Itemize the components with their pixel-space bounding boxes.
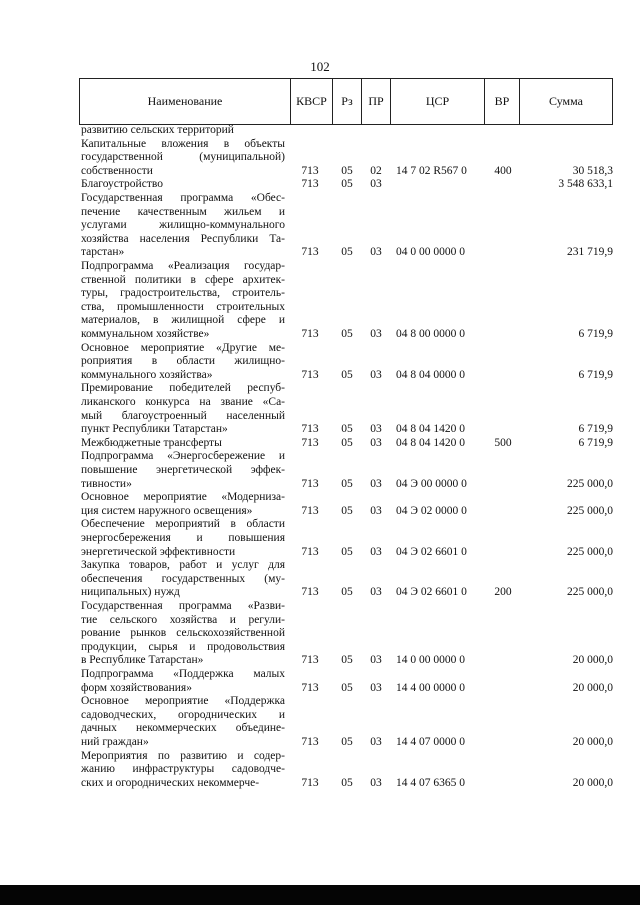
row-name-line: услугами жилищно-коммунального [81, 219, 285, 232]
sum-cell: 20 000,0 [572, 735, 613, 748]
row-name [81, 559, 285, 600]
kvsr-cell: 713 [301, 735, 319, 748]
row-name-line: развитию сельских территорий [81, 124, 234, 136]
kvsr-cell: 713 [301, 776, 319, 789]
rz-cell: 05 [341, 246, 353, 259]
kvsr-cell: 713 [301, 681, 319, 694]
row-name-line: энергосбережения и повышения [81, 531, 285, 544]
kvsr-cell: 713 [301, 178, 319, 191]
row-name-line: ственной политики в сфере архитек- [81, 273, 285, 286]
csr-cell: 04 8 04 0000 0 [396, 368, 465, 381]
sum-cell: 20 000,0 [572, 776, 613, 789]
pr-cell: 03 [370, 504, 382, 517]
row-name [81, 192, 285, 260]
csr-cell: 14 4 07 0000 0 [396, 735, 465, 748]
row-name-line: жанию инфраструктуры садоводче- [81, 763, 285, 776]
kvsr-cell: 713 [301, 328, 319, 340]
row-name-line: тие сельского хозяйства и регули- [81, 613, 285, 626]
csr-cell: 04 0 00 0000 0 [396, 246, 465, 259]
row-name-line: обеспечения государственных (му- [81, 572, 285, 585]
sum-cell: 6 719,9 [578, 328, 613, 340]
row-name-line: продукции, сырья и продовольствия [81, 640, 285, 653]
rz-cell: 05 [341, 654, 353, 667]
rz-cell: 05 [341, 477, 353, 490]
sum-cell: 6 719,9 [578, 423, 613, 436]
table-body [0, 124, 640, 824]
pr-cell: 03 [370, 776, 382, 789]
rz-cell: 05 [341, 776, 353, 789]
sum-cell: 6 719,9 [578, 436, 613, 449]
row-name [81, 668, 285, 695]
row-name-line: Капитальные вложения в объекты [81, 137, 285, 150]
csr-cell: 04 8 04 1420 0 [396, 436, 465, 449]
row-name-line: форм хозяйствования» [81, 681, 192, 694]
column-header-kvsr: КВСР [291, 79, 333, 124]
rz-cell: 05 [341, 681, 353, 694]
row-name-line: Основное мероприятие «Другие ме- [81, 341, 285, 354]
row-name [81, 437, 285, 451]
row-name [81, 518, 285, 559]
row-name-line: рование рынков сельскохозяйственной [81, 627, 285, 640]
row-name-line: Подпрограмма «Энергосбережение и [81, 450, 285, 463]
row-name-line: ских и огороднических некоммерче- [81, 776, 260, 789]
sum-cell: 225 000,0 [567, 477, 613, 490]
row-name-line: Благоустройство [81, 178, 163, 191]
row-name-line: Обеспечение мероприятий в области [81, 518, 285, 531]
pr-cell: 03 [370, 328, 382, 340]
kvsr-cell: 713 [301, 654, 319, 667]
csr-cell: 14 4 00 0000 0 [396, 681, 465, 694]
csr-cell: 14 4 07 6365 0 [396, 776, 465, 789]
rz-cell: 05 [341, 368, 353, 381]
vr-cell: 400 [494, 164, 512, 177]
sum-cell: 225 000,0 [567, 586, 613, 599]
pr-cell: 03 [370, 681, 382, 694]
csr-cell: 04 Э 02 6601 0 [396, 586, 467, 599]
rz-cell: 05 [341, 178, 353, 191]
row-name-line: мый благоустроенный населенный [81, 409, 285, 422]
row-name-line: Основное мероприятие «Поддержка [81, 695, 285, 708]
row-name-line: государственной (муниципальной) [81, 151, 285, 164]
kvsr-cell: 713 [301, 164, 319, 177]
pr-cell: 03 [370, 178, 382, 191]
row-name-line: ция систем наружного освещения» [81, 504, 253, 517]
row-name-line: собственности [81, 164, 153, 177]
csr-cell: 14 7 02 R567 0 [396, 164, 467, 177]
rz-cell: 05 [341, 436, 353, 449]
csr-cell: 04 8 00 0000 0 [396, 328, 465, 340]
pr-cell: 03 [370, 368, 382, 381]
pr-cell: 03 [370, 436, 382, 449]
row-name-line: Закупка товаров, работ и услуг для [81, 559, 285, 572]
row-name-line: ниципальных) нужд [81, 586, 180, 599]
row-name-line: дачных некоммерческих объедине- [81, 722, 285, 735]
sum-cell: 30 518,3 [572, 164, 613, 177]
row-name-line: хозяйства населения Республики Та- [81, 232, 285, 245]
csr-cell: 04 Э 02 6601 0 [396, 545, 467, 558]
row-name [81, 695, 285, 749]
row-name-line: повышение энергетической эффек- [81, 463, 285, 476]
csr-cell: 04 8 04 1420 0 [396, 423, 465, 436]
row-name [81, 138, 285, 179]
row-name [81, 342, 285, 383]
sum-cell: 225 000,0 [567, 504, 613, 517]
row-name [81, 491, 285, 518]
sum-cell: 3 548 633,1 [558, 178, 613, 191]
sum-cell: 20 000,0 [572, 681, 613, 694]
row-name-line: ства, промышленности строительных [81, 300, 285, 313]
sum-cell: 231 719,9 [567, 246, 613, 259]
row-name [81, 124, 285, 138]
kvsr-cell: 713 [301, 545, 319, 558]
pr-cell: 03 [370, 545, 382, 558]
vr-cell: 200 [494, 586, 512, 599]
pr-cell: 03 [370, 423, 382, 436]
csr-cell: 14 0 00 0000 0 [396, 654, 465, 667]
pr-cell: 03 [370, 586, 382, 599]
kvsr-cell: 713 [301, 504, 319, 517]
column-header-vr: ВР [485, 79, 520, 124]
row-name-line: Подпрограмма «Реализация государ- [81, 260, 285, 272]
row-name-line: Межбюджетные трансферты [81, 436, 222, 449]
pr-cell: 03 [370, 246, 382, 259]
kvsr-cell: 713 [301, 436, 319, 449]
rz-cell: 05 [341, 735, 353, 748]
rz-cell: 05 [341, 164, 353, 177]
row-name-line: Подпрограмма «Поддержка малых [81, 668, 285, 680]
row-name-line: коммунального хозяйства» [81, 368, 213, 381]
row-name-line: печение качественным жильем и [81, 205, 285, 218]
row-name-line: роприятия в области жилищно- [81, 355, 285, 368]
row-name-line: ликанского конкурса на звание «Са- [81, 395, 285, 408]
row-name-line: Государственная программа «Разви- [81, 600, 285, 612]
row-name [81, 178, 285, 192]
column-header-pr: ПР [362, 79, 391, 124]
column-header-csr: ЦСР [391, 79, 485, 124]
column-header-name: Наименование [80, 79, 291, 124]
row-name-line: в Республике Татарстан» [81, 654, 204, 667]
table-header [79, 78, 613, 125]
pr-cell: 02 [370, 164, 382, 177]
sum-cell: 225 000,0 [567, 545, 613, 558]
pr-cell: 03 [370, 735, 382, 748]
row-name-line: Основное мероприятие «Модерниза- [81, 491, 285, 504]
row-name [81, 260, 285, 342]
row-name-line: Премирование победителей респуб- [81, 382, 285, 395]
sum-cell: 6 719,9 [578, 368, 613, 381]
kvsr-cell: 713 [301, 477, 319, 490]
row-name-line: туры, градостроительства, строитель- [81, 287, 285, 300]
rz-cell: 05 [341, 423, 353, 436]
row-name-line: садоводческих, огороднических и [81, 708, 285, 721]
pr-cell: 03 [370, 477, 382, 490]
row-name-line: Государственная программа «Обес- [81, 192, 285, 204]
row-name-line: ний граждан» [81, 735, 149, 748]
page-number: 102 [310, 59, 330, 74]
row-name [81, 600, 285, 668]
row-name-line: пункт Республики Татарстан» [81, 423, 228, 436]
kvsr-cell: 713 [301, 423, 319, 436]
scan-edge-bar [0, 885, 640, 905]
column-header-rz: Рз [333, 79, 362, 124]
kvsr-cell: 713 [301, 586, 319, 599]
row-name-line: Мероприятия по развитию и содер- [81, 749, 285, 762]
column-header-sum: Сумма [549, 94, 583, 108]
row-name-line: энергетической эффективности [81, 545, 236, 558]
row-name-line: коммунальном хозяйстве» [81, 327, 210, 340]
kvsr-cell: 713 [301, 246, 319, 259]
kvsr-cell: 713 [301, 368, 319, 381]
row-name [81, 750, 285, 791]
sum-cell: 20 000,0 [572, 654, 613, 667]
row-name-line: тарстан» [81, 246, 125, 259]
row-name [81, 382, 285, 436]
rz-cell: 05 [341, 504, 353, 517]
row-name [81, 450, 285, 491]
pr-cell: 03 [370, 654, 382, 667]
vr-cell: 500 [494, 436, 512, 449]
row-name-line: тивности» [81, 477, 132, 490]
rz-cell: 05 [341, 545, 353, 558]
rz-cell: 05 [341, 586, 353, 599]
rz-cell: 05 [341, 328, 353, 340]
csr-cell: 04 Э 02 0000 0 [396, 504, 467, 517]
csr-cell: 04 Э 00 0000 0 [396, 477, 467, 490]
row-name-line: материалов, в жилищной сфере и [81, 314, 285, 327]
